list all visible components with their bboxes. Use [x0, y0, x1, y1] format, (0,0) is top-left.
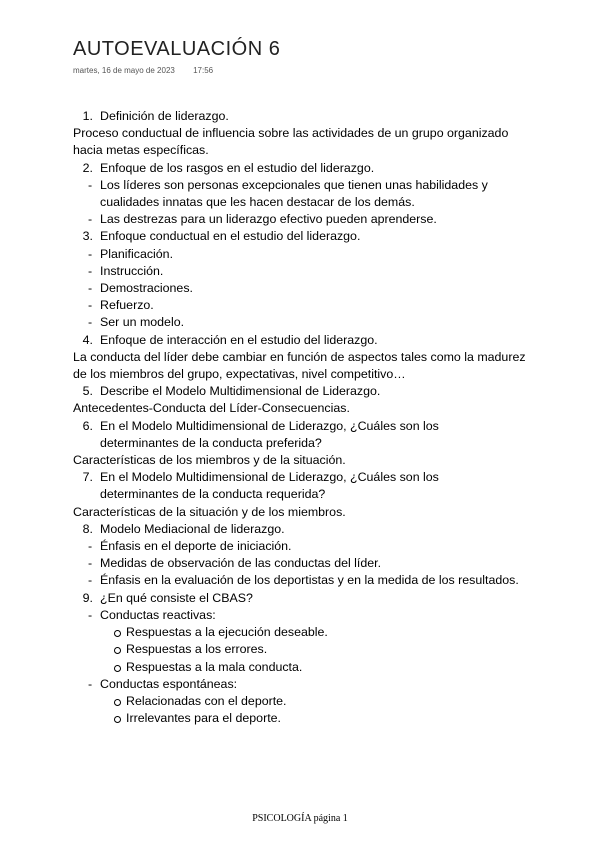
- page-footer: PSICOLOGÍA página 1: [252, 813, 348, 824]
- dash-marker: -: [88, 246, 93, 261]
- dash-marker: -: [88, 298, 93, 313]
- list-item-text: Planificación.: [100, 246, 174, 261]
- list-item: [73, 177, 533, 211]
- list-item-text: Énfasis en el deporte de iniciación.: [100, 539, 292, 554]
- question-text: Describe el Modelo Multidimensional de Liderazgo.: [100, 384, 381, 399]
- list-item: [73, 676, 533, 693]
- circle-bullet-icon: [114, 665, 121, 672]
- dash-marker: -: [88, 676, 93, 691]
- sub-list-item-text: Irrelevantes para el deporte.: [126, 711, 281, 726]
- dash-marker: -: [88, 573, 93, 588]
- page-time: 17:56: [193, 66, 214, 75]
- circle-bullet-icon: [114, 630, 121, 637]
- question-number: 4.: [82, 332, 93, 347]
- question-9: [73, 590, 533, 607]
- question-text: En el Modelo Multidimensional de Liderazgo, ¿Cuáles son los: [100, 470, 439, 485]
- note-body: [73, 108, 533, 727]
- list-item: [73, 555, 533, 572]
- list-item-text: Ser un modelo.: [100, 315, 185, 330]
- sub-list-item-text: Relacionadas con el deporte.: [126, 693, 287, 708]
- list-item: [73, 572, 533, 589]
- question-text: Definición de liderazgo.: [100, 109, 229, 123]
- question-text: En el Modelo Multidimensional de Liderazgo, ¿Cuáles son los: [100, 418, 439, 433]
- answer-7: Características de la situación y de los miembros.: [73, 504, 346, 519]
- circle-bullet-icon: [114, 647, 121, 654]
- question-number: 3.: [82, 229, 93, 244]
- list-item-text: Demostraciones.: [100, 281, 193, 296]
- question-6-continued: [73, 435, 533, 452]
- list-group-label: Conductas espontáneas:: [100, 676, 238, 691]
- list-item-text: Medidas de observación de las conductas del líder.: [100, 556, 382, 571]
- list-item: [73, 314, 533, 331]
- question-number: 8.: [82, 521, 93, 536]
- sub-list-item: [73, 624, 533, 641]
- page-date: martes, 16 de mayo de 2023: [73, 66, 175, 75]
- question-text: Enfoque de los rasgos en el estudio del liderazgo.: [100, 160, 375, 175]
- list-item: [73, 246, 533, 263]
- question-8: [73, 521, 533, 538]
- dash-marker: -: [88, 212, 93, 227]
- sub-list-item-text: Respuestas a los errores.: [126, 642, 268, 657]
- dash-marker: -: [88, 539, 93, 554]
- dash-marker: -: [88, 556, 93, 571]
- question-3: [73, 228, 533, 245]
- sub-list-item-text: Respuestas a la mala conducta.: [126, 659, 303, 674]
- answer-4: La conducta del líder debe cambiar en función de aspectos tales como la madurez de los miembros del grupo, expectativas, nivel competitivo…: [73, 349, 526, 382]
- question-number: 5.: [82, 384, 93, 399]
- sub-list-item: [73, 693, 533, 710]
- list-item: [73, 280, 533, 297]
- sub-list-item: [73, 710, 533, 727]
- circle-bullet-icon: [114, 699, 121, 706]
- list-item: [73, 263, 533, 280]
- question-number: 6.: [82, 418, 93, 433]
- dash-marker: -: [88, 315, 93, 330]
- circle-bullet-icon: [114, 716, 121, 723]
- sub-list-item: [73, 641, 533, 658]
- dash-marker: -: [88, 607, 93, 622]
- question-1: [73, 108, 533, 125]
- question-7-continued: [73, 486, 533, 503]
- answer-1: Proceso conductual de influencia sobre las actividades de un grupo organizado hacia metas específicas.: [73, 126, 509, 158]
- answer-5: Antecedentes-Conducta del Líder-Consecuencias.: [73, 401, 350, 416]
- list-group-label: Conductas reactivas:: [100, 607, 216, 622]
- question-text: determinantes de la conducta preferida?: [100, 435, 322, 450]
- question-text: Modelo Mediacional de liderazgo.: [100, 521, 285, 536]
- question-number: 7.: [82, 470, 93, 485]
- question-7: [73, 469, 533, 486]
- sub-list-item: [73, 659, 533, 676]
- question-2: [73, 160, 533, 177]
- dash-marker: -: [88, 263, 93, 278]
- question-text: determinantes de la conducta requerida?: [100, 487, 326, 502]
- list-item: [73, 211, 533, 228]
- page-title: AUTOEVALUACIÓN 6: [73, 38, 281, 60]
- list-item: [73, 297, 533, 314]
- question-text: Enfoque de interacción en el estudio del liderazgo.: [100, 332, 378, 347]
- question-4: [73, 332, 533, 349]
- list-item-text: Las destrezas para un liderazgo efectivo pueden aprenderse.: [100, 212, 437, 227]
- question-6: [73, 418, 533, 435]
- list-item-text: Los líderes son personas excepcionales que tienen unas habilidades y cualidades innatas que les hacen destacar de los demás.: [100, 177, 488, 210]
- question-5: [73, 383, 533, 400]
- list-item-text: Refuerzo.: [100, 298, 154, 313]
- question-number: 2.: [82, 160, 93, 175]
- list-item-text: Instrucción.: [100, 263, 164, 278]
- dash-marker: -: [88, 281, 93, 296]
- page-timestamp: [73, 66, 213, 75]
- answer-6: Características de los miembros y de la situación.: [73, 453, 346, 468]
- question-text: Enfoque conductual en el estudio del liderazgo.: [100, 229, 361, 244]
- list-item: [73, 538, 533, 555]
- list-item: [73, 607, 533, 624]
- sub-list-item-text: Respuestas a la ejecución deseable.: [126, 625, 328, 640]
- list-item-text: Énfasis en la evaluación de los deportistas y en la medida de los resultados.: [100, 573, 519, 588]
- question-text: ¿En qué consiste el CBAS?: [100, 590, 253, 605]
- dash-marker: -: [88, 177, 93, 192]
- question-number: 1.: [82, 109, 93, 123]
- question-number: 9.: [82, 590, 93, 605]
